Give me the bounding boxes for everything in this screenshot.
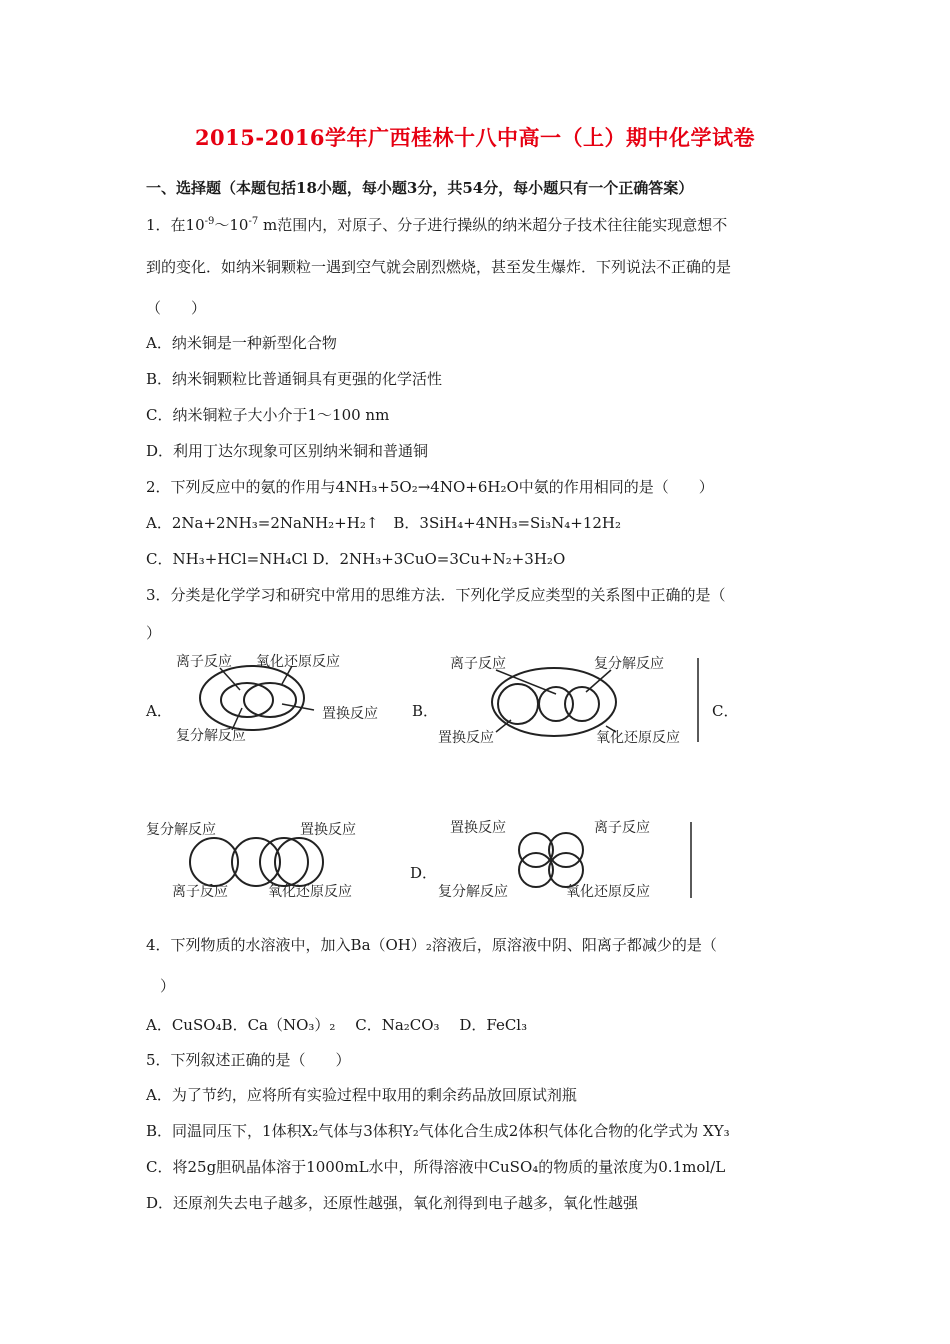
q1-option-d: D．利用丁达尔现象可区别纳米铜和普通铜 [146, 442, 429, 460]
q2-stem: 2．下列反应中的氨的作用与4NH₃+5O₂→4NO+6H₂O中氨的作用相同的是（ ） [146, 478, 714, 496]
q3-stem-line2: ） [146, 624, 162, 642]
q1-option-c: C．纳米铜粒子大小介于1～100 nm [146, 406, 390, 424]
diagB-label-top-right: 复分解反应 [594, 656, 664, 672]
q2-options-ab: A．2Na+2NH₃=2NaNH₂+H₂↑ B．3SiH₄+4NH₃=Si₃N₄+12H₂ [146, 514, 622, 532]
diagC-label-top-right: 置换反应 [300, 822, 356, 838]
diagC-label-bottom-right: 氧化还原反应 [268, 884, 352, 900]
q1-exp1: -9 [204, 216, 215, 227]
q1-text-b: ～10 [214, 216, 249, 234]
q1-text-a: 1．在10 [146, 216, 205, 234]
q5-option-b: B．同温同压下，1体积X₂气体与3体积Y₂气体化合生成2体积气体化合物的化学式为 XY₃ [146, 1122, 730, 1140]
q3-option-d-label: D． [410, 864, 438, 882]
q3-diagram-c [144, 820, 394, 904]
diagD-label-top-left: 置换反应 [450, 820, 506, 836]
page-title: 2015-2016学年广西桂林十八中高一（上）期中化学试卷 [194, 125, 756, 150]
diagD-label-bottom-right: 氧化还原反应 [566, 884, 650, 900]
diagA-label-bottom: 复分解反应 [176, 728, 246, 742]
q3-diagram-b [436, 654, 701, 748]
q1-text-c: m范围内，对原子、分子进行操纵的纳米超分子技术往往能实现意想不 [258, 216, 728, 234]
diagD-label-top-right: 离子反应 [594, 820, 650, 836]
q3-diagram-a [172, 652, 412, 746]
q3-option-c-label: C． [712, 702, 739, 720]
q2-options-cd: C．NH₃+HCl=NH₄Cl D．2NH₃+3CuO=3Cu+N₂+3H₂O [146, 550, 566, 568]
q1-exp2: -7 [248, 216, 259, 227]
q3-option-a-label: A． [146, 702, 172, 720]
q1-stem-line3: （ ） [146, 299, 207, 317]
q3-option-b-label: B． [412, 702, 439, 720]
q3-diagram-d [436, 818, 696, 904]
diagC-label-top-left: 复分解反应 [146, 822, 216, 838]
q4-stem-line1: 4．下列物质的水溶液中，加入Ba（OH）₂溶液后，原溶液中阴、阳离子都减少的是（ [146, 936, 717, 954]
q5-stem: 5．下列叙述正确的是（ ） [146, 1051, 351, 1069]
diagB-label-bottom-right: 氧化还原反应 [596, 730, 680, 744]
diagB-label-top-left: 离子反应 [450, 656, 506, 672]
q4-options: A．CuSO₄B．Ca（NO₃）₂ C．Na₂CO₃ D．FeCl₃ [146, 1016, 528, 1034]
q1-option-a: A．纳米铜是一种新型化合物 [146, 334, 337, 352]
q3-stem-line1: 3．分类是化学学习和研究中常用的思维方法．下列化学反应类型的关系图中正确的是（ [146, 586, 726, 604]
q1-option-b: B．纳米铜颗粒比普通铜具有更强的化学活性 [146, 370, 443, 388]
q5-option-c: C．将25g胆矾晶体溶于1000mL水中，所得溶液中CuSO₄的物质的量浓度为0.1mol/L [146, 1158, 726, 1176]
q1-stem-line1 [146, 214, 727, 235]
diagA-label-top-left: 离子反应 [176, 654, 232, 670]
diagA-label-right: 置换反应 [322, 706, 378, 722]
diagD-label-bottom-left: 复分解反应 [438, 884, 508, 900]
section-heading: 一、选择题（本题包括18小题，每小题3分，共54分，每小题只有一个正确答案） [146, 179, 694, 197]
diagC-label-bottom-left: 离子反应 [172, 884, 228, 900]
diagB-label-bottom-left: 置换反应 [438, 730, 494, 744]
q5-option-a: A．为了节约，应将所有实验过程中取用的剩余药品放回原试剂瓶 [146, 1086, 577, 1104]
q4-stem-line2: ） [160, 977, 176, 995]
diagA-label-top-right: 氧化还原反应 [256, 654, 340, 670]
q5-option-d: D．还原剂失去电子越多，还原性越强，氧化剂得到电子越多，氧化性越强 [146, 1194, 639, 1212]
q1-stem-line2: 到的变化．如纳米铜颗粒一遇到空气就会剧烈燃烧，甚至发生爆炸．下列说法不正确的是 [146, 258, 732, 276]
